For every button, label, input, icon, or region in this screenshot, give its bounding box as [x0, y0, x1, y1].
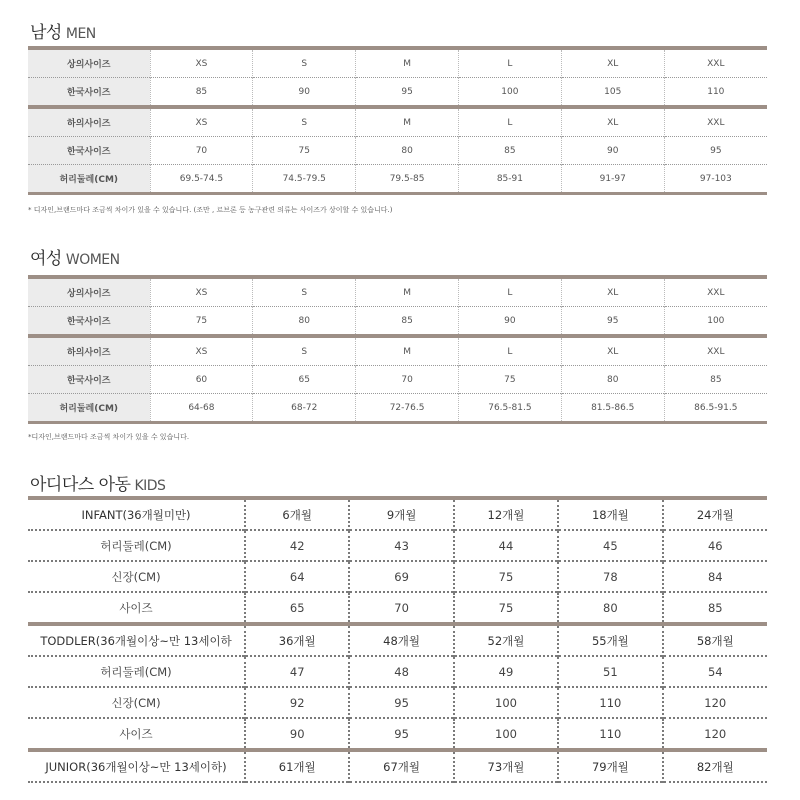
men-table-cell: L — [458, 48, 561, 78]
men-table-cell: M — [356, 48, 459, 78]
kids-table-cell: 120 — [663, 687, 767, 718]
men-section-title — [30, 18, 96, 43]
women-table-cell: XXL — [664, 277, 767, 307]
kids-table-cell: 6개월 — [245, 498, 349, 530]
kids-table-cell: 49 — [454, 656, 558, 687]
kids-table-cell: 64 — [245, 561, 349, 592]
men-table-row — [28, 107, 767, 137]
women-row-label: 한국사이즈 — [28, 366, 150, 394]
kids-table-row — [28, 718, 767, 750]
women-table-cell: S — [253, 336, 356, 366]
men-table-row — [28, 78, 767, 108]
men-row-label: 상의사이즈 — [28, 48, 150, 78]
men-table-cell: S — [253, 48, 356, 78]
women-table-cell: XS — [150, 277, 253, 307]
kids-table-cell: 84 — [663, 561, 767, 592]
kids-table-cell: 69 — [349, 561, 453, 592]
kids-table-row — [28, 561, 767, 592]
kids-table-cell: 46 — [663, 530, 767, 561]
men-table-cell: M — [356, 107, 459, 137]
kids-table-row — [28, 750, 767, 782]
men-table-row — [28, 165, 767, 194]
kids-table-cell: 48 — [349, 656, 453, 687]
kids-table-cell: 61개월 — [245, 750, 349, 782]
kids-table-row — [28, 656, 767, 687]
men-table-cell: 85-91 — [458, 165, 561, 194]
men-table-cell: 97-103 — [664, 165, 767, 194]
kids-table-cell: 79개월 — [558, 750, 662, 782]
men-title-ko: 남성 — [30, 23, 62, 43]
kids-row-label: 사이즈 — [119, 600, 153, 615]
men-row-label: 한국사이즈 — [28, 78, 150, 108]
women-table-cell: 81.5-86.5 — [561, 394, 664, 423]
women-row-label: 상의사이즈 — [28, 277, 150, 307]
men-row-label: 하의사이즈 — [28, 107, 150, 137]
men-table-cell: 79.5-85 — [356, 165, 459, 194]
kids-table-cell: 47 — [245, 656, 349, 687]
kids-row-label: INFANT(36개월미만) — [28, 498, 245, 530]
women-table-row — [28, 336, 767, 366]
kids-table-cell: 80 — [558, 592, 662, 624]
women-table-row — [28, 366, 767, 394]
women-table-cell: 100 — [664, 307, 767, 337]
women-table-cell: 76.5-81.5 — [458, 394, 561, 423]
men-table-cell: 75 — [253, 137, 356, 165]
kids-row-label: TODDLER(36개월이상~만 13세이하 — [28, 624, 245, 656]
kids-row-label: 허리둘레(CM) — [100, 538, 172, 553]
kids-table-cell: 78 — [558, 561, 662, 592]
women-table-cell: 60 — [150, 366, 253, 394]
men-table-cell: XL — [561, 48, 664, 78]
kids-title-en: KIDS — [134, 478, 166, 494]
men-table-cell: 90 — [561, 137, 664, 165]
men-table-cell: 91-97 — [561, 165, 664, 194]
kids-table-row — [28, 592, 767, 624]
women-table-cell: XL — [561, 277, 664, 307]
kids-table-cell: 90 — [245, 718, 349, 750]
men-table-cell: S — [253, 107, 356, 137]
kids-row-label: 허리둘레(CM) — [100, 664, 172, 679]
men-note: * 디자인,브랜드마다 조금씩 차이가 있을 수 있습니다. (조만 , 르브론 등 농구관련 의류는 사이즈가 상이할 수 있습니다.) — [28, 206, 393, 214]
women-title-en: WOMEN — [65, 252, 120, 268]
kids-table-cell: 120 — [663, 718, 767, 750]
kids-table-cell: 73개월 — [454, 750, 558, 782]
women-table-cell: 85 — [356, 307, 459, 337]
kids-table-cell: 65 — [245, 592, 349, 624]
women-note: *디자인,브랜드마다 조금씩 차이가 있을 수 있습니다. — [28, 433, 190, 441]
kids-table-cell: 48개월 — [349, 624, 453, 656]
women-table-cell: 64-68 — [150, 394, 253, 423]
men-table-cell: 105 — [561, 78, 664, 108]
men-table-cell: XS — [150, 107, 253, 137]
men-table-cell: 100 — [458, 78, 561, 108]
kids-table-cell: 45 — [558, 530, 662, 561]
men-row-label: 한국사이즈 — [28, 137, 150, 165]
kids-table-cell: 43 — [349, 530, 453, 561]
kids-table-cell: 100 — [454, 687, 558, 718]
kids-table-cell: 95 — [349, 718, 453, 750]
kids-table-row — [28, 498, 767, 530]
women-size-table — [28, 275, 767, 424]
women-section-title — [30, 244, 120, 269]
women-table-cell: 70 — [356, 366, 459, 394]
women-table-cell: S — [253, 277, 356, 307]
kids-row-label: 신장(CM) — [111, 569, 161, 584]
kids-table-cell: 36개월 — [245, 624, 349, 656]
men-table-cell: XXL — [664, 48, 767, 78]
kids-table-cell: 100 — [454, 718, 558, 750]
men-title-en: MEN — [65, 26, 96, 42]
kids-table-row — [28, 624, 767, 656]
kids-table-cell: 44 — [454, 530, 558, 561]
kids-table-cell: 85 — [663, 592, 767, 624]
kids-section-title — [30, 470, 165, 495]
men-table-cell: XL — [561, 107, 664, 137]
men-table-cell: 110 — [664, 78, 767, 108]
kids-table-cell: 82개월 — [663, 750, 767, 782]
kids-table-cell: 58개월 — [663, 624, 767, 656]
kids-table-cell: 70 — [349, 592, 453, 624]
women-table-row — [28, 307, 767, 337]
men-table-cell: 90 — [253, 78, 356, 108]
men-table-cell: 74.5-79.5 — [253, 165, 356, 194]
kids-row-label: 신장(CM) — [111, 695, 161, 710]
kids-table-row — [28, 687, 767, 718]
kids-row-label: JUNIOR(36개월이상~만 13세이하) — [28, 750, 245, 782]
men-table-row — [28, 48, 767, 78]
women-table-cell: 72-76.5 — [356, 394, 459, 423]
women-table-cell: M — [356, 336, 459, 366]
women-table-cell: 86.5-91.5 — [664, 394, 767, 423]
men-table-cell: 80 — [356, 137, 459, 165]
women-table-row — [28, 277, 767, 307]
women-table-cell: L — [458, 277, 561, 307]
kids-table-cell: 18개월 — [558, 498, 662, 530]
men-table-cell: XXL — [664, 107, 767, 137]
kids-table-cell: 95 — [349, 687, 453, 718]
men-table-cell: L — [458, 107, 561, 137]
women-table-cell: 85 — [664, 366, 767, 394]
kids-table-row — [28, 530, 767, 561]
men-table-row — [28, 137, 767, 165]
women-table-cell: 80 — [253, 307, 356, 337]
men-row-label: 허리둘레(CM) — [28, 165, 150, 194]
kids-table-cell: 24개월 — [663, 498, 767, 530]
women-table-cell: L — [458, 336, 561, 366]
men-table-cell: 95 — [664, 137, 767, 165]
kids-table-cell: 110 — [558, 687, 662, 718]
men-table-cell: XS — [150, 48, 253, 78]
women-table-row — [28, 394, 767, 423]
men-table-cell: 70 — [150, 137, 253, 165]
women-title-ko: 여성 — [30, 249, 62, 269]
women-table-cell: 65 — [253, 366, 356, 394]
men-size-table — [28, 46, 767, 195]
kids-table-cell: 12개월 — [454, 498, 558, 530]
kids-table-cell: 67개월 — [349, 750, 453, 782]
kids-table-cell: 92 — [245, 687, 349, 718]
women-row-label: 하의사이즈 — [28, 336, 150, 366]
women-table-cell: XS — [150, 336, 253, 366]
kids-table-cell: 51 — [558, 656, 662, 687]
kids-table-cell: 75 — [454, 592, 558, 624]
kids-table-cell: 110 — [558, 718, 662, 750]
women-table-cell: 75 — [150, 307, 253, 337]
women-table-cell: M — [356, 277, 459, 307]
women-row-label: 허리둘레(CM) — [28, 394, 150, 423]
women-table-cell: 95 — [561, 307, 664, 337]
men-table-cell: 69.5-74.5 — [150, 165, 253, 194]
kids-table-cell: 9개월 — [349, 498, 453, 530]
women-table-cell: 80 — [561, 366, 664, 394]
women-table-cell: XXL — [664, 336, 767, 366]
men-table-cell: 85 — [150, 78, 253, 108]
women-table-cell: 68-72 — [253, 394, 356, 423]
women-table-cell: 90 — [458, 307, 561, 337]
women-table-cell: XL — [561, 336, 664, 366]
women-row-label: 한국사이즈 — [28, 307, 150, 337]
women-table-cell: 75 — [458, 366, 561, 394]
kids-table-cell: 75 — [454, 561, 558, 592]
kids-table-cell: 54 — [663, 656, 767, 687]
kids-table-cell: 52개월 — [454, 624, 558, 656]
kids-size-table — [28, 496, 767, 783]
kids-row-label: 사이즈 — [119, 726, 153, 741]
kids-table-cell: 55개월 — [558, 624, 662, 656]
kids-title-ko: 아디다스 아동 — [30, 475, 131, 495]
men-table-cell: 85 — [458, 137, 561, 165]
kids-table-cell: 42 — [245, 530, 349, 561]
men-table-cell: 95 — [356, 78, 459, 108]
